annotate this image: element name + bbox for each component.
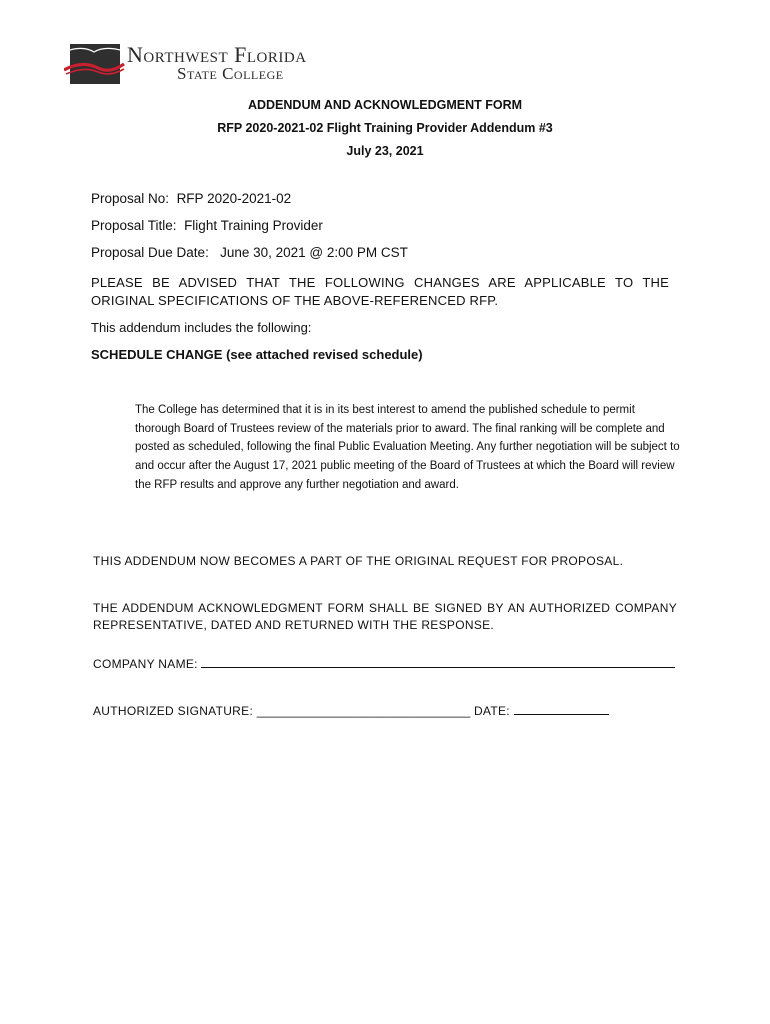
book-swoosh-icon [64, 40, 126, 90]
proposal-no-label: Proposal No: [91, 191, 170, 206]
signature-row [93, 702, 609, 718]
schedule-change-heading: SCHEDULE CHANGE (see attached revised schedule) [91, 347, 423, 362]
proposal-title-label: Proposal Title: [91, 218, 177, 233]
includes-text: This addendum includes the following: [91, 320, 312, 335]
company-name-row [93, 655, 675, 671]
signature-label: AUTHORIZED SIGNATURE: [93, 704, 254, 718]
signed-statement: THE ADDENDUM ACKNOWLEDGMENT FORM SHALL BE SIGNED BY AN AUTHORIZED COMPANY REPRESENTATIVE, DATED AND RETURNED WITH THE RESPONSE. [93, 601, 677, 632]
proposal-due-label: Proposal Due Date: [91, 245, 209, 260]
proposal-no-value: RFP 2020-2021-02 [176, 191, 292, 206]
company-name-label: COMPANY NAME: [93, 657, 198, 671]
date-label: DATE: [473, 704, 510, 718]
proposal-title-value: Flight Training Provider [184, 218, 323, 233]
part-of-statement: THIS ADDENDUM NOW BECOMES A PART OF THE ORIGINAL REQUEST FOR PROPOSAL. [93, 554, 624, 568]
proposal-no-row [91, 191, 291, 206]
logo-line2: State College [177, 64, 284, 83]
college-logo [64, 40, 394, 90]
proposal-title-row [91, 218, 323, 233]
form-title: ADDENDUM AND ACKNOWLEDGMENT FORM [247, 98, 523, 112]
signature-field[interactable]: ________________________________ [256, 704, 471, 718]
proposal-due-value: June 30, 2021 @ 2:00 PM CST [220, 245, 408, 260]
logo-line1: Northwest Florida [127, 42, 307, 67]
company-name-field[interactable] [201, 655, 675, 668]
advised-notice: PLEASE BE ADVISED THAT THE FOLLOWING CHANGES ARE APPLICABLE TO THE ORIGINAL SPECIFICATIONS OF THE ABOVE-REFERENCED RFP. [91, 275, 669, 308]
form-date: July 23, 2021 [346, 144, 424, 158]
date-field[interactable] [514, 702, 609, 715]
schedule-change-body: The College has determined that it is in its best interest to amend the published schedule to permit thorough Board of Trustees review of the materials prior to award. The final ranking will be complete and posted as scheduled, following the final Public Evaluation Meeting. Any further negotiation will be subject to and occur after the August 17, 2021 public meeting of the Board of Trustees at which the Board will review the RFP results and approve any further negotiation and award. [135, 404, 680, 491]
form-subtitle: RFP 2020-2021-02 Flight Training Provider Addendum #3 [217, 121, 553, 135]
proposal-due-row [91, 245, 408, 260]
